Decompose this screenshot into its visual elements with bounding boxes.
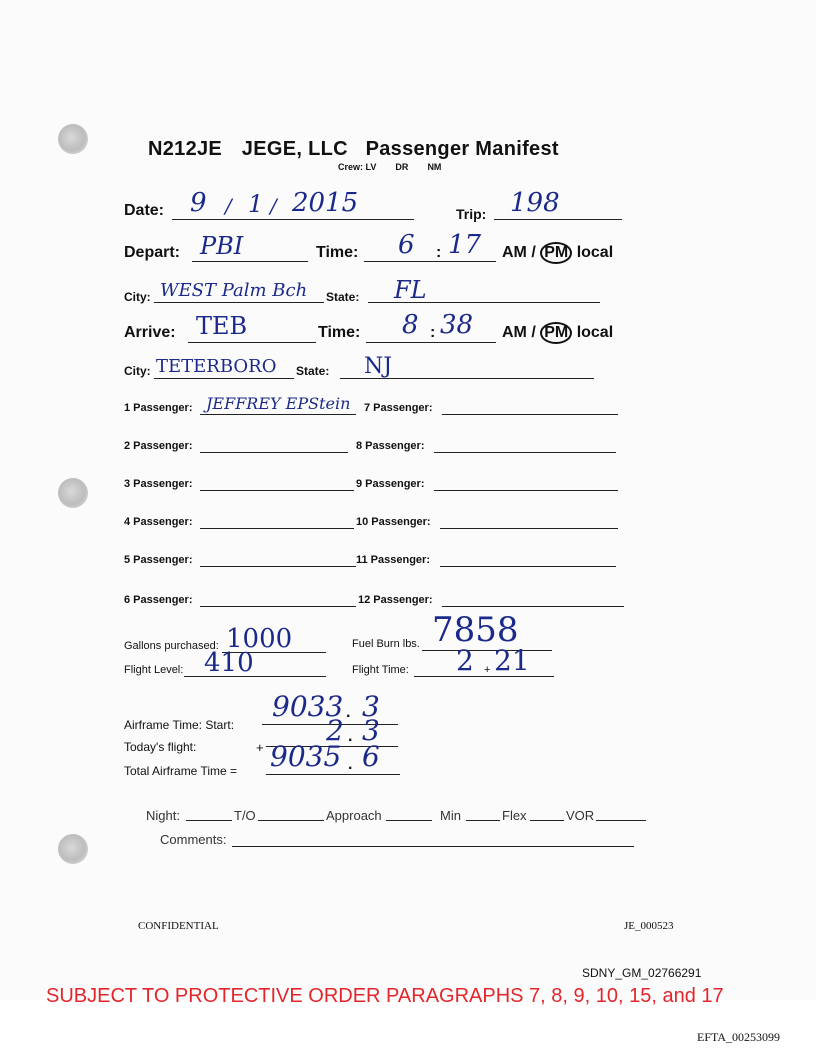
passenger-7-line xyxy=(442,414,618,415)
depart-ampm: AM / PM local xyxy=(502,242,613,264)
vor-line xyxy=(596,820,646,821)
date-day: 1 xyxy=(248,190,264,218)
arrive-label: Arrive: xyxy=(124,324,176,341)
passenger-5-line xyxy=(200,566,356,567)
depart-colon: : xyxy=(436,244,442,261)
depart-label: Depart: xyxy=(124,244,181,261)
to-label: T/O xyxy=(234,808,256,823)
crew-line: Crew: LV DR NM xyxy=(338,162,442,172)
arrive-city-line xyxy=(154,378,294,379)
trip-label: Trip: xyxy=(456,206,487,222)
comments-label: Comments: xyxy=(160,832,227,847)
depart-code: PBI xyxy=(200,232,244,260)
depart-minute: 17 xyxy=(448,230,482,260)
flight-level-label: Flight Level: xyxy=(124,664,184,676)
arrive-ampm: AM / PM local xyxy=(502,322,613,344)
passenger-1-line xyxy=(200,414,356,415)
depart-city-label: City: xyxy=(124,290,151,304)
date-line xyxy=(172,219,414,220)
total-airframe-dot: . xyxy=(348,756,353,773)
passenger-11-label: 11 Passenger: xyxy=(356,554,430,566)
date-label: Date: xyxy=(124,202,165,219)
tail-number: N212JE xyxy=(148,138,223,160)
depart-pm-circled: PM xyxy=(540,242,572,264)
efta-number: EFTA_00253099 xyxy=(697,1030,781,1044)
passenger-12-label: 12 Passenger: xyxy=(358,594,433,606)
depart-time-line xyxy=(364,261,496,262)
passenger-8-label: 8 Passenger: xyxy=(356,440,425,452)
approach-label: Approach xyxy=(326,808,382,823)
passenger-10-line xyxy=(440,528,618,529)
night-line xyxy=(186,820,232,821)
passenger-1-value: JEFFREY EPStein xyxy=(206,394,351,413)
total-airframe-decimal: 6 xyxy=(362,740,380,773)
today-flight-decimal: 3 xyxy=(362,714,380,747)
arrive-city: TETERBORO xyxy=(156,356,277,377)
manifest-title xyxy=(148,138,559,161)
arrive-colon: : xyxy=(430,324,436,341)
passenger-3-line xyxy=(200,490,354,491)
passenger-5-label: 5 Passenger: xyxy=(124,554,193,566)
crew-3: NM xyxy=(427,162,442,172)
flight-level-value: 410 xyxy=(204,648,254,678)
approach-line xyxy=(386,820,432,821)
today-flight-label: Today's flight: xyxy=(124,740,197,754)
flex-label: Flex xyxy=(502,808,527,823)
passenger-10-label: 10 Passenger: xyxy=(356,516,431,528)
vor-label: VOR xyxy=(566,808,595,823)
flight-time-sep: + xyxy=(484,664,491,676)
bates-number: SDNY_GM_02766291 xyxy=(582,966,702,980)
depart-city-line xyxy=(154,302,324,303)
min-label: Min xyxy=(440,808,461,823)
flight-time-hours: 2 xyxy=(456,644,474,677)
passenger-1-label: 1 Passenger: xyxy=(124,402,193,414)
arrive-state-label: State: xyxy=(296,364,330,378)
night-label: Night: xyxy=(146,808,180,823)
passenger-4-line xyxy=(200,528,354,529)
airframe-start-dot: . xyxy=(346,704,351,721)
passenger-7-label: 7 Passenger: xyxy=(364,402,433,414)
date-sep-1: / xyxy=(225,194,232,218)
min-line xyxy=(466,820,500,821)
document-title: Passenger Manifest xyxy=(365,138,559,160)
fuel-burn-value: 7858 xyxy=(432,610,519,650)
passenger-8-line xyxy=(434,452,616,453)
arrive-code: TEB xyxy=(196,312,248,340)
airframe-start-decimal: 3 xyxy=(362,690,380,723)
passenger-12-line xyxy=(442,606,624,607)
depart-hour: 6 xyxy=(398,230,415,260)
total-airframe-value: 9035 xyxy=(270,740,342,773)
date-year: 2015 xyxy=(292,188,359,218)
arrive-state: NJ xyxy=(364,354,393,379)
today-flight-dot: . xyxy=(348,728,353,745)
airframe-start-value: 9033 xyxy=(272,690,344,723)
protective-order-notice: SUBJECT TO PROTECTIVE ORDER PARAGRAPHS 7, 8, 9, 10, 15, and 17 xyxy=(46,985,724,1007)
crew-1: LV xyxy=(365,162,377,172)
date-month: 9 xyxy=(190,188,207,218)
depart-line xyxy=(192,261,308,262)
flight-time-minutes: 21 xyxy=(494,644,530,677)
punch-hole-top xyxy=(58,124,88,154)
depart-state-label: State: xyxy=(326,290,360,304)
passenger-9-line xyxy=(434,490,618,491)
je-number: JE_000523 xyxy=(624,920,674,932)
passenger-4-label: 4 Passenger: xyxy=(124,516,193,528)
today-flight-value: 2 xyxy=(326,714,344,747)
passenger-11-line xyxy=(440,566,616,567)
comments-line xyxy=(232,846,634,847)
passenger-3-label: 3 Passenger: xyxy=(124,478,193,490)
to-line xyxy=(258,820,324,821)
trip-value: 198 xyxy=(510,188,560,218)
punch-hole-middle xyxy=(58,478,88,508)
company-name: JEGE, LLC xyxy=(241,138,348,160)
depart-city: WEST Palm Bch xyxy=(160,280,308,301)
gallons-value: 1000 xyxy=(226,624,293,654)
arrive-pm-circled: PM xyxy=(540,322,572,344)
total-airframe-label: Total Airframe Time = xyxy=(124,764,238,778)
passenger-9-label: 9 Passenger: xyxy=(356,478,425,490)
arrive-time-line xyxy=(366,342,496,343)
total-airframe-line xyxy=(266,774,400,775)
passenger-2-line xyxy=(200,452,348,453)
flex-line xyxy=(530,820,564,821)
confidential-label: CONFIDENTIAL xyxy=(138,920,219,932)
fuel-burn-label: Fuel Burn lbs. xyxy=(352,638,420,650)
arrive-hour: 8 xyxy=(402,310,419,340)
gallons-label: Gallons purchased: xyxy=(124,640,219,652)
date-sep-2: / xyxy=(270,194,277,218)
passenger-2-label: 2 Passenger: xyxy=(124,440,193,452)
fuel-burn-line xyxy=(422,650,552,651)
airframe-start-label: Airframe Time: Start: xyxy=(124,718,235,732)
arrive-minute: 38 xyxy=(440,310,474,340)
flight-time-label: Flight Time: xyxy=(352,664,409,676)
depart-time-label: Time: xyxy=(316,244,359,261)
arrive-line xyxy=(188,342,316,343)
punch-hole-bottom xyxy=(58,834,88,864)
passenger-6-label: 6 Passenger: xyxy=(124,594,193,606)
today-flight-plus: + xyxy=(256,740,264,755)
passenger-6-line xyxy=(200,606,356,607)
flight-time-line xyxy=(414,676,554,677)
arrive-time-label: Time: xyxy=(318,324,361,341)
depart-state: FL xyxy=(394,276,427,304)
trip-line xyxy=(494,219,622,220)
crew-2: DR xyxy=(395,162,409,172)
arrive-city-label: City: xyxy=(124,364,151,378)
